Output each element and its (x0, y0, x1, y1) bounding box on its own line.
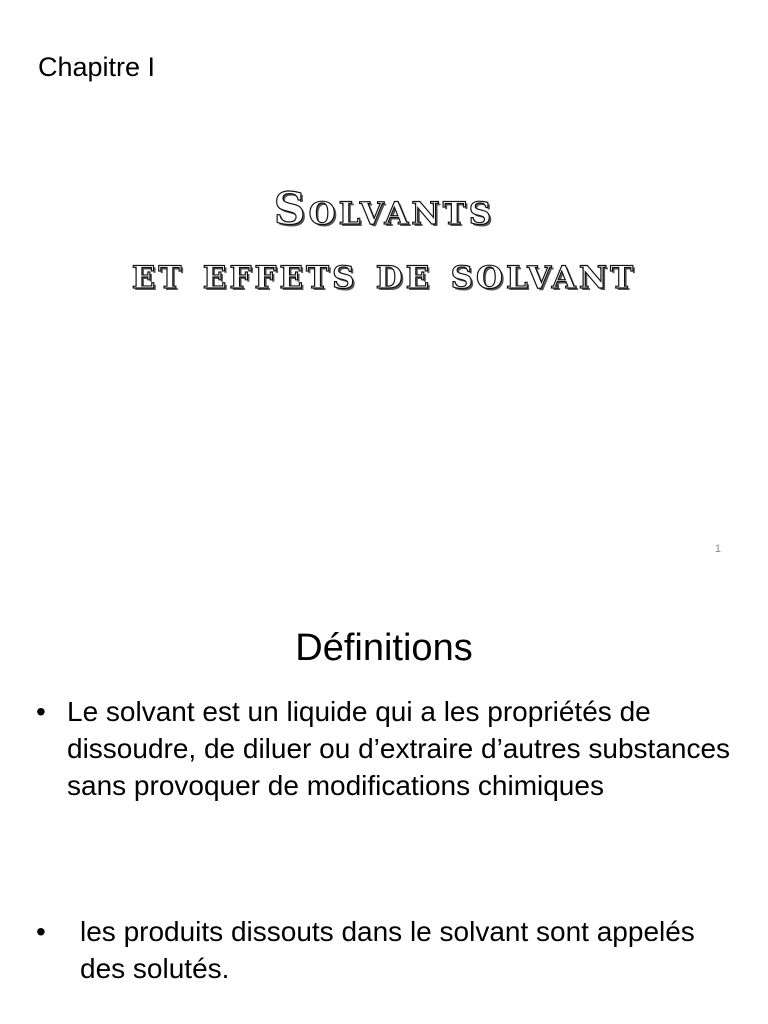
title-line-1: Solvants (273, 184, 495, 235)
chapter-label: Chapitre I (38, 52, 156, 82)
slide-title (0, 178, 768, 306)
bullet-marker: • (36, 916, 46, 947)
section-heading: Définitions (295, 627, 473, 669)
title-line-2: et effets de solvant (131, 248, 637, 299)
slide-number: 1 (714, 543, 721, 555)
bullet-marker: • (36, 696, 46, 727)
bullet-item: les produits dissouts dans le solvant sont appelés des solutés. (80, 916, 695, 984)
bullet-item: Le solvant est un liquide qui a les propriétés de dissoudre, de diluer ou d’extraire d’autres substances sans provoquer de modifications chimiques (67, 696, 731, 801)
definitions-slide (0, 576, 768, 1024)
